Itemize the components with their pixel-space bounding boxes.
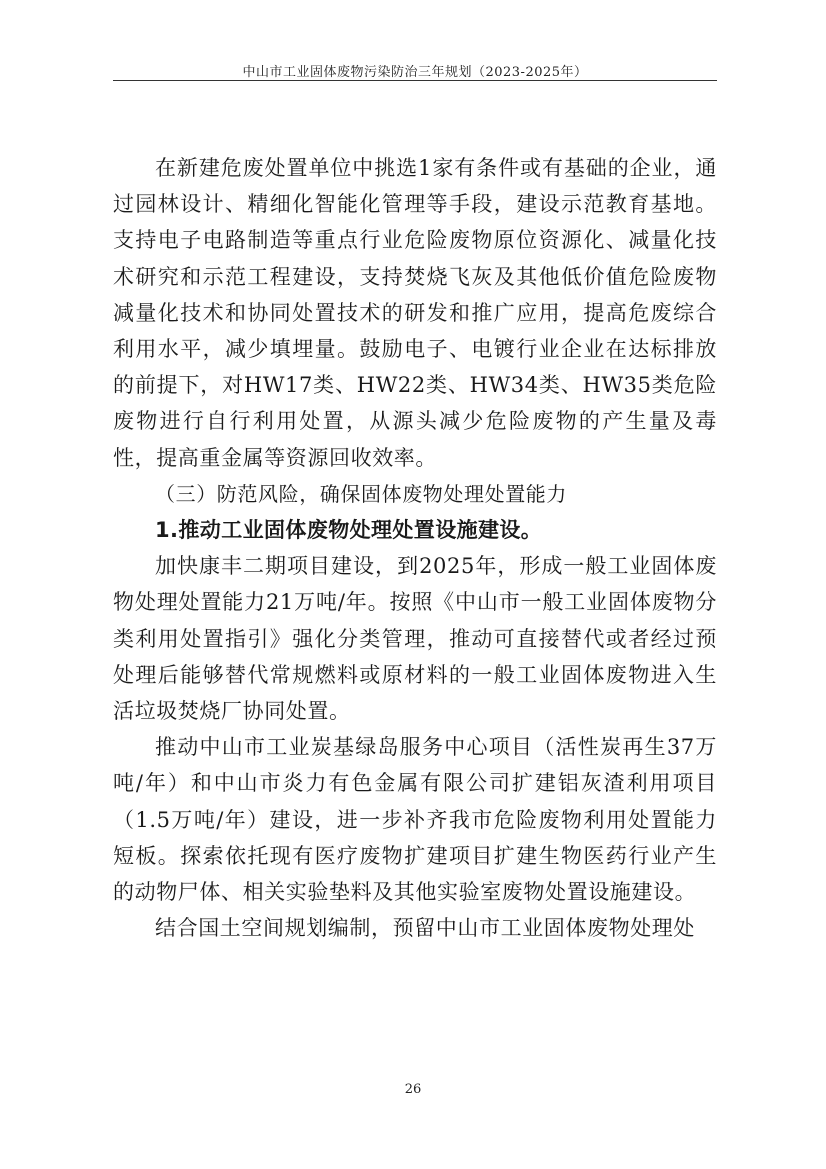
body-paragraph: 在新建危废处置单位中挑选1家有条件或有基础的企业，通过园林设计、精细化智能化管理等手段，建设示范教育基地。支持电子电路制造等重点行业危险废物原位资源化、减量化技术研究和示范工程建设，支持焚烧飞灰及其他低价值危险废物减量化技术和协同处置技术的研发和推广应用，提高危废综合利用水平，减少填埋量。鼓励电子、电镀行业企业在达标排放的前提下，对HW17类、HW22类、HW34类、HW35类危险废物进行自行利用处置，从源头减少危险废物的产生量及毒性，提高重金属等资源回收效率。 <box>113 156 717 470</box>
section-heading: （三）防范风险，确保固体废物处理处置能力 <box>155 481 567 506</box>
page-number: 26 <box>404 1082 422 1097</box>
subsection-heading: 1.推动工业固体废物处理处置设施建设。 <box>155 518 543 543</box>
body-paragraph: 加快康丰二期项目建设，到2025年，形成一般工业固体废物处理处置能力21万吨/年。按照《中山市一般工业固体废物分类利用处置指引》强化分类管理，推动可直接替代或者经过预处理后能够替代常规燃料或原材料的一般工业固体废物进入生活垃圾焚烧厂协同处置。 <box>113 554 717 724</box>
body-paragraph: 推动中山市工业炭基绿岛服务中心项目（活性炭再生37万吨/年）和中山市炎力有色金属有限公司扩建铝灰渣利用项目（1.5万吨/年）建设，进一步补齐我市危险废物利用处置能力短板。探索依托现有医疗废物扩建项目扩建生物医药行业产生的动物尸体、相关实验垫料及其他实验室废物处置设施建设。 <box>113 735 717 905</box>
running-header: 中山市工业固体废物污染防治三年规划（2023-2025年） <box>242 65 588 80</box>
body-paragraph: 结合国土空间规划编制，预留中山市工业固体废物处理处 <box>155 916 695 941</box>
main-content <box>113 150 717 946</box>
header-divider <box>113 80 717 81</box>
